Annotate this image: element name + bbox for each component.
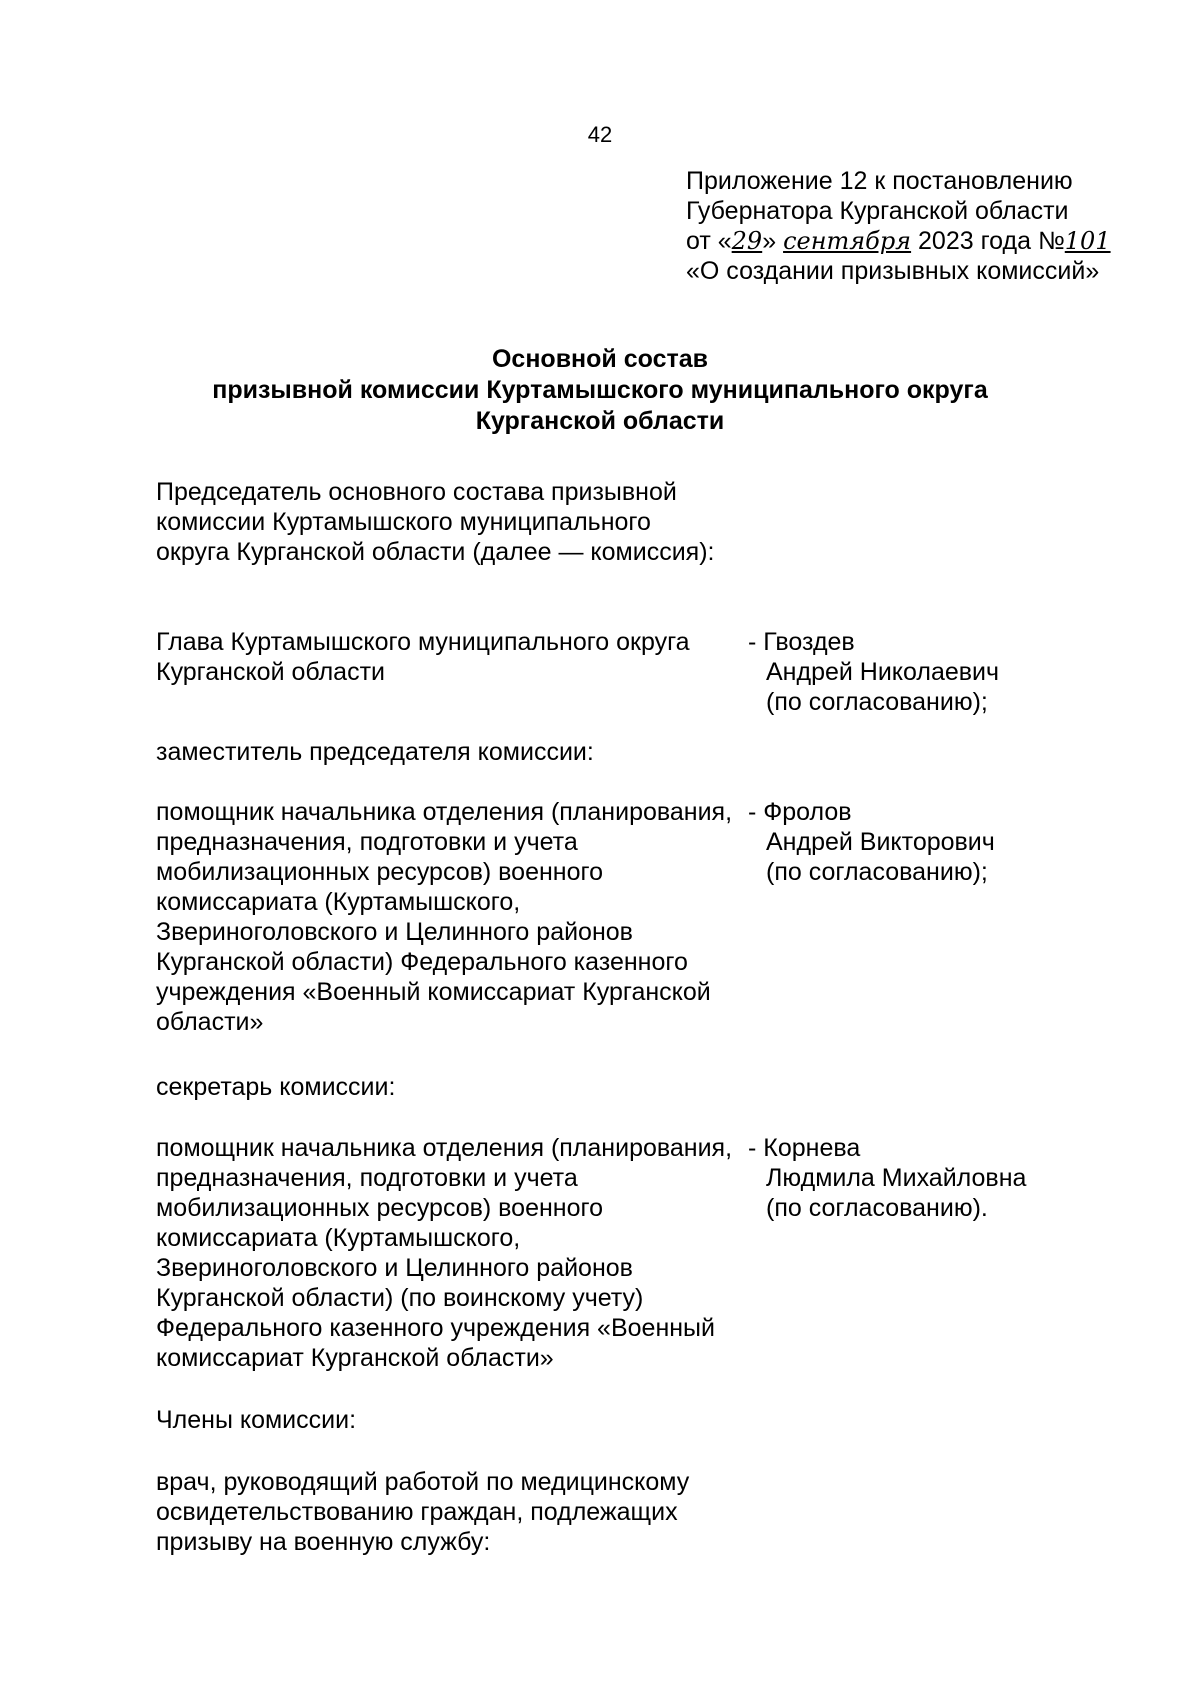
member-2-surname: - Фролов — [748, 798, 852, 826]
handwritten-month: сентября — [783, 227, 912, 255]
handwritten-day: 29 — [731, 227, 763, 255]
member-2-name-block — [748, 797, 1088, 887]
appendix-line-3: от «29» сентября 2023 года №101 — [686, 227, 1111, 255]
member-2-position: помощник начальника отделения (планирования, предназначения, подготовки и учета мобилизационных ресурсов) военного комиссариата (Куртамышского, Звериноголовского и Целинного районов Курганской области) Федерального казенного учреждения «Военный комиссариат Курганской области» — [156, 798, 733, 1036]
member-1-surname: - Гвоздев — [748, 628, 855, 656]
members-heading: Члены комиссии: — [156, 1406, 357, 1434]
appendix-block — [686, 166, 1111, 286]
member-2-name: Андрей Викторович — [766, 828, 995, 856]
chair-heading: Председатель основного состава призывной комиссии Куртамышского муниципального округа Курганской области (далее — комиссия): — [156, 478, 715, 566]
member-1-name: Андрей Николаевич — [766, 658, 1000, 686]
member-2-note: (по согласованию); — [766, 858, 988, 886]
secretary-heading: секретарь комиссии: — [156, 1073, 396, 1101]
appendix-line-4: «О создании призывных комиссий» — [686, 257, 1100, 285]
member-1-position: Глава Куртамышского муниципального округа Курганской области — [156, 628, 690, 686]
member-3-name: Людмила Михайловна — [766, 1164, 1027, 1192]
member-3-position: помощник начальника отделения (планирования, предназначения, подготовки и учета мобилизационных ресурсов) военного комиссариата (Куртамышского, Звериноголовского и Целинного районов Курганской области) (по воинскому учету) Федерального казенного учреждения «Военный комиссариат Курганской области» — [156, 1134, 733, 1372]
deputy-heading: заместитель председателя комиссии: — [156, 738, 594, 766]
appendix-line-1: Приложение 12 к постановлению — [686, 167, 1073, 195]
member-3-name-block — [748, 1133, 1088, 1223]
member-1-name-block — [748, 627, 1088, 717]
appendix-line-2: Губернатора Курганской области — [686, 197, 1069, 225]
doctor-heading: врач, руководящий работой по медицинскому освидетельствованию граждан, подлежащих призыву на военную службу: — [156, 1468, 690, 1556]
document-title: Основной состав призывной комиссии Куртамышского муниципального округа Курганской области — [212, 345, 988, 435]
member-1-note: (по согласованию); — [766, 688, 988, 716]
member-3-note: (по согласованию). — [766, 1194, 988, 1222]
handwritten-number: 101 — [1064, 227, 1111, 255]
member-3-surname: - Корнева — [748, 1134, 861, 1162]
page-number: 42 — [587, 122, 613, 147]
